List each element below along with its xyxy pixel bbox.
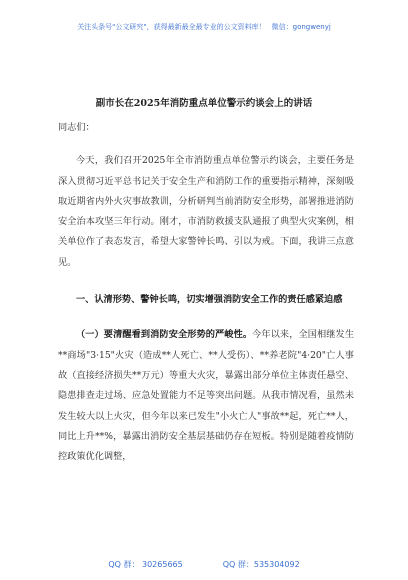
subsection-1-heading: （一）要清醒看到消防安全形势的严峻性。 [76, 329, 253, 341]
footer-qq-group-2: QQ 群：535304092 [222, 560, 300, 569]
paragraph-subsection-1 [58, 325, 354, 467]
header-banner-text: 关注头条号"公文研究"，获得最新最全最专业的公文资料库！ [77, 23, 266, 31]
footer-qq-group-1: QQ 群： 30265665 [108, 560, 183, 569]
document-title: 副市长在2025年消防重点单位警示约谈会上的讲话 [95, 98, 313, 109]
subsection-1-text: 今年以来，全国相继发生**商场"3·15"火灾（造成**人死亡、**人受伤）、**养老院"4·20"亡人事故（直接经济损失**万元）等重大火灾，暴露出部分单位主体责任悬空、隐患排查走过场、应急处置能力不足等突出问题。从我市情况看，虽然未发生较大以上火灾，但今年以来已发生"小火亡人"事故**起，死亡**人，同比上升**%，暴露出消防安全基层基础仍存在短板。特别是随着疫情防控政策优化调整， [58, 329, 355, 463]
paragraph-intro: 今天，我们召开2025年全市消防重点单位警示约谈会，主要任务是深入贯彻习近平总书记关于安全生产和消防工作的重要指示精神，深刻吸取近期省内外火灾事故教训，分析研判当前消防安全形势，部署推进消防安全治本攻坚三年行动。刚才，市消防救援支队通报了典型火灾案例，相关单位作了表态发言，希望大家警钟长鸣、引以为戒。下面，我讲三点意见。 [58, 155, 354, 268]
section-heading-1: 一、认清形势、警钟长鸣，切实增强消防安全工作的责任感紧迫感 [76, 294, 343, 306]
header-banner [0, 22, 408, 32]
document-body [58, 118, 354, 467]
header-wechat-id: 微信：gongwenyj [271, 23, 331, 31]
salutation: 同志们： [58, 122, 95, 133]
footer-contact [0, 559, 408, 570]
